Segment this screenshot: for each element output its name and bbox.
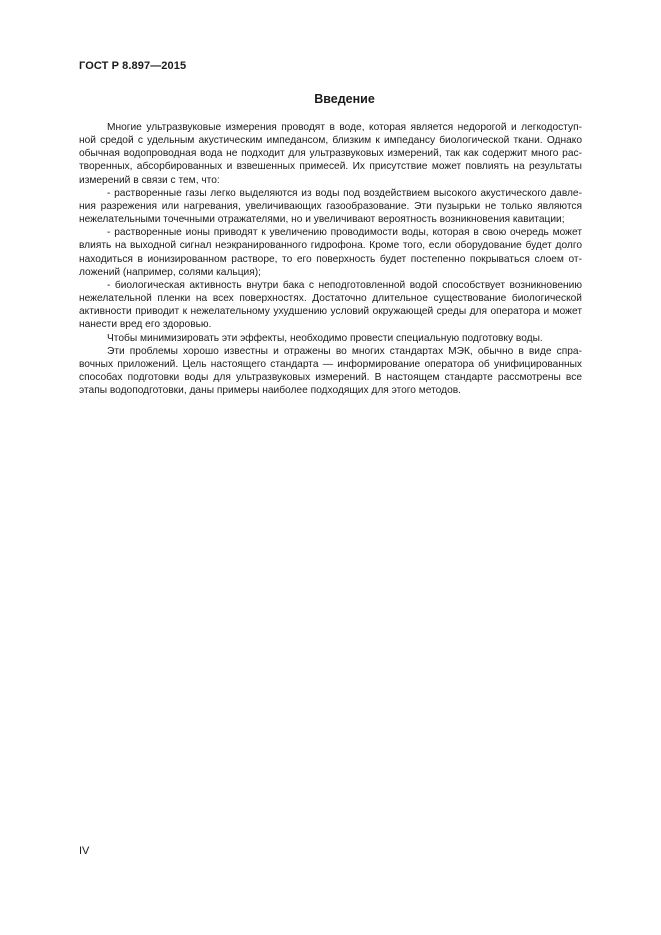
- text-line: этапы водоподготовки, даны примеры наиболее подходящих для этого методов.: [79, 385, 461, 397]
- text-line: ной средой с удельным акустическим импедансом, близким к импедансу биологической ткани. Однако: [79, 135, 582, 147]
- text-line: - растворенные ионы приводят к увеличению проводимости воды, которая в свою очередь может: [107, 227, 582, 239]
- text-line: способах подготовки воды для ультразвуковых измерений. В настоящем стандарте рассмотрены все: [79, 371, 582, 383]
- text-line: нежелательными точечными отражателями, но и увеличивают вероятность возникновения кавитации;: [79, 214, 565, 226]
- text-line: влиять на выходной сигнал неэкранированного гидрофона. Кроме того, если оборудование будет долго: [79, 240, 582, 252]
- text-line: Чтобы минимизировать эти эффекты, необходимо провести специальную подготовку воды.: [107, 332, 543, 344]
- text-line: находиться в ионизированном растворе, то его поверхность будет постепенно покрываться слоем от-: [79, 253, 582, 265]
- section-title: Введение: [314, 92, 375, 106]
- text-line: нежелательной пленки на всех поверхностях. Достаточно длительное существование биологической: [79, 293, 582, 305]
- text-line: ложений (например, солями кальция);: [79, 266, 261, 278]
- text-line: нанести вред его здоровью.: [79, 319, 212, 331]
- text-line: обычная водопроводная вода не подходит для ультразвуковых измерений, так как содержит много рас-: [79, 148, 582, 160]
- body-lines: [79, 121, 582, 397]
- text-line: творенных, абсорбированных и взвешенных примесей. Их присутствие может повлиять на результаты: [79, 161, 582, 173]
- text-line: - биологическая активность внутри бака с неподготовленной водой способствует возникновению: [107, 279, 582, 291]
- document-header: ГОСТ Р 8.897—2015: [79, 60, 187, 72]
- page-number: IV: [79, 845, 90, 857]
- text-line: активности приводит к нежелательному ухудшению условий окружающей среды для оператора и может: [79, 306, 582, 318]
- text-line: - растворенные газы легко выделяются из воды под воздействием высокого акустического давле-: [107, 187, 582, 199]
- text-line: ния разрежения или нагревания, увеличивающих газообразование. Эти пузырьки не только являются: [79, 200, 582, 212]
- text-line: Многие ультразвуковые измерения проводят в воде, которая является недорогой и легкодоступ-: [107, 122, 582, 133]
- body-text: [79, 121, 582, 397]
- text-line: измерений в связи с тем, что:: [79, 174, 220, 186]
- text-line: вочных приложений. Цель настоящего стандарта — информирование оператора об унифицированных: [79, 358, 582, 370]
- text-line: Эти проблемы хорошо известны и отражены во многих стандартах МЭК, обычно в виде спра-: [107, 345, 582, 357]
